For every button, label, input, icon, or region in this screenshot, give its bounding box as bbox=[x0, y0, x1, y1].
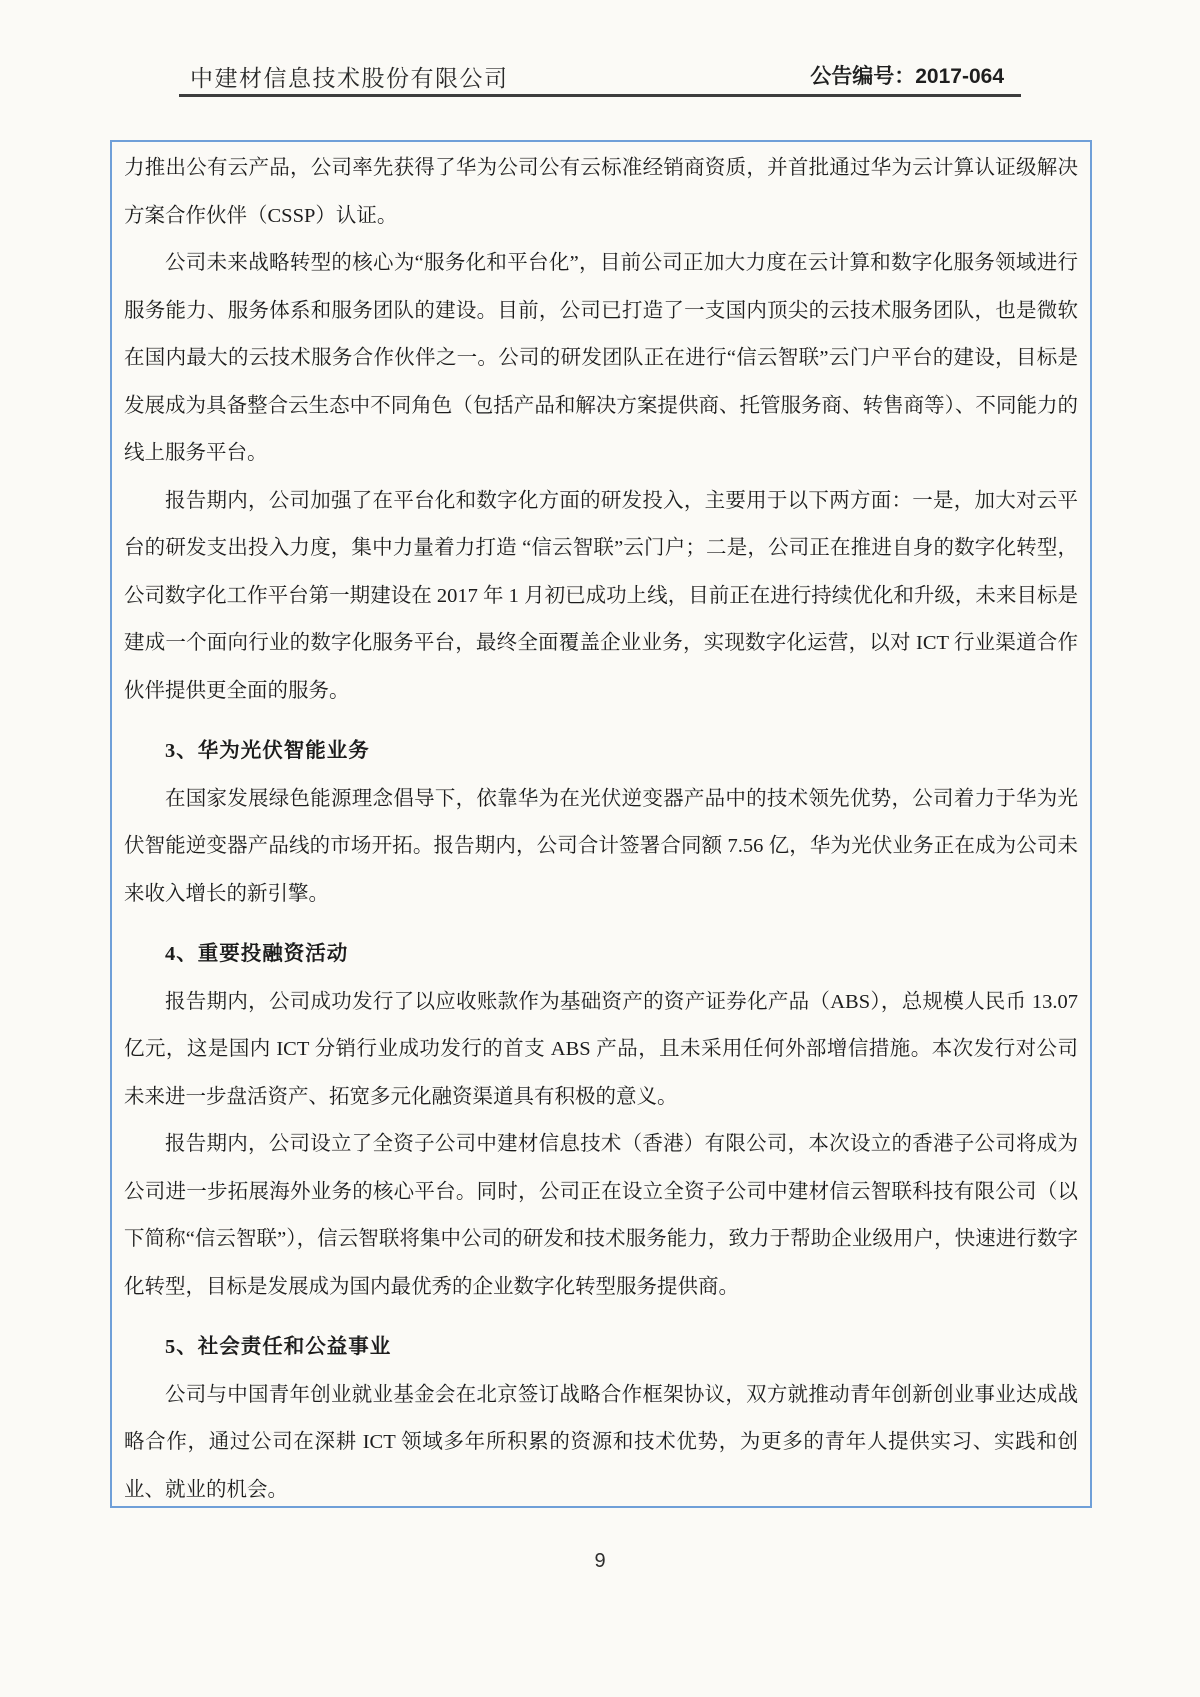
body-paragraph: 在国家发展绿色能源理念倡导下，依靠华为在光伏逆变器产品中的技术领先优势，公司着力于华为光伏智能逆变器产品线的市场开拓。报告期内，公司合计签署合同额 7.56 亿，华为光伏业务正在成为公司未来收入增长的新引擎。 bbox=[124, 787, 1078, 905]
section-heading: 3、华为光伏智能业务 bbox=[165, 740, 370, 762]
announcement-number: 2017-064 bbox=[915, 65, 1004, 88]
section-heading: 5、社会责任和公益事业 bbox=[165, 1336, 392, 1358]
header-divider-rule bbox=[179, 94, 1021, 97]
announcement-label: 公告编号： bbox=[810, 65, 916, 88]
content-border-box bbox=[110, 140, 1092, 1508]
paragraph-container bbox=[124, 145, 1078, 1508]
section-heading: 4、重要投融资活动 bbox=[165, 943, 349, 965]
body-paragraph: 公司未来战略转型的核心为“服务化和平台化”，目前公司正加大力度在云计算和数字化服务领域进行服务能力、服务体系和服务团队的建设。目前，公司已打造了一支国内顶尖的云技术服务团队，也是微软在国内最大的云技术服务合作伙伴之一。公司的研发团队正在进行“信云智联”云门户平台的建设，目标是发展成为具备整合云生态中不同角色（包括产品和解决方案提供商、托管服务商、转售商等）、不同能力的线上服务平台。 bbox=[124, 252, 1078, 464]
body-paragraph: 报告期内，公司设立了全资子公司中建材信息技术（香港）有限公司，本次设立的香港子公司将成为公司进一步拓展海外业务的核心平台。同时，公司正在设立全资子公司中建材信云智联科技有限公司（以下简称“信云智联”），信云智联将集中公司的研发和技术服务能力，致力于帮助企业级用户，快速进行数字化转型，目标是发展成为国内最优秀的企业数字化转型服务提供商。 bbox=[124, 1133, 1078, 1298]
header-announcement bbox=[810, 60, 1004, 90]
body-paragraph: 报告期内，公司加强了在平台化和数字化方面的研发投入，主要用于以下两方面：一是，加大对云平台的研发支出投入力度，集中力量着力打造 “信云智联”云门户；二是，公司正在推进自身的数字化转型，公司数字化工作平台第一期建设在 2017 年 1 月初已成功上线，目前正在进行持续优化和升级，未来目标是建成一个面向行业的数字化服务平台，最终全面覆盖企业业务，实现数字化运营，以对 ICT 行业渠道合作伙伴提供更全面的服务。 bbox=[124, 489, 1078, 702]
body-paragraph: 报告期内，公司成功发行了以应收账款作为基础资产的资产证券化产品（ABS），总规模人民币 13.07 亿元，这是国内 ICT 分销行业成功发行的首支 ABS 产品，且未采用任何外部增信措施。本次发行对公司未来进一步盘活资产、拓宽多元化融资渠道具有积极的意义。 bbox=[124, 990, 1078, 1108]
page-number: 9 bbox=[594, 1550, 606, 1572]
body-paragraph: 力推出公有云产品，公司率先获得了华为公司公有云标准经销商资质，并首批通过华为云计算认证级解决方案合作伙伴（CSSP）认证。 bbox=[124, 157, 1078, 227]
header-company-name: 中建材信息技术股份有限公司 bbox=[190, 66, 509, 91]
body-paragraph: 公司与中国青年创业就业基金会在北京签订战略合作框架协议，双方就推动青年创新创业事业达成战略合作，通过公司在深耕 ICT 领域多年所积累的资源和技术优势，为更多的青年人提供实习、实践和创业、就业的机会。 bbox=[124, 1383, 1078, 1501]
